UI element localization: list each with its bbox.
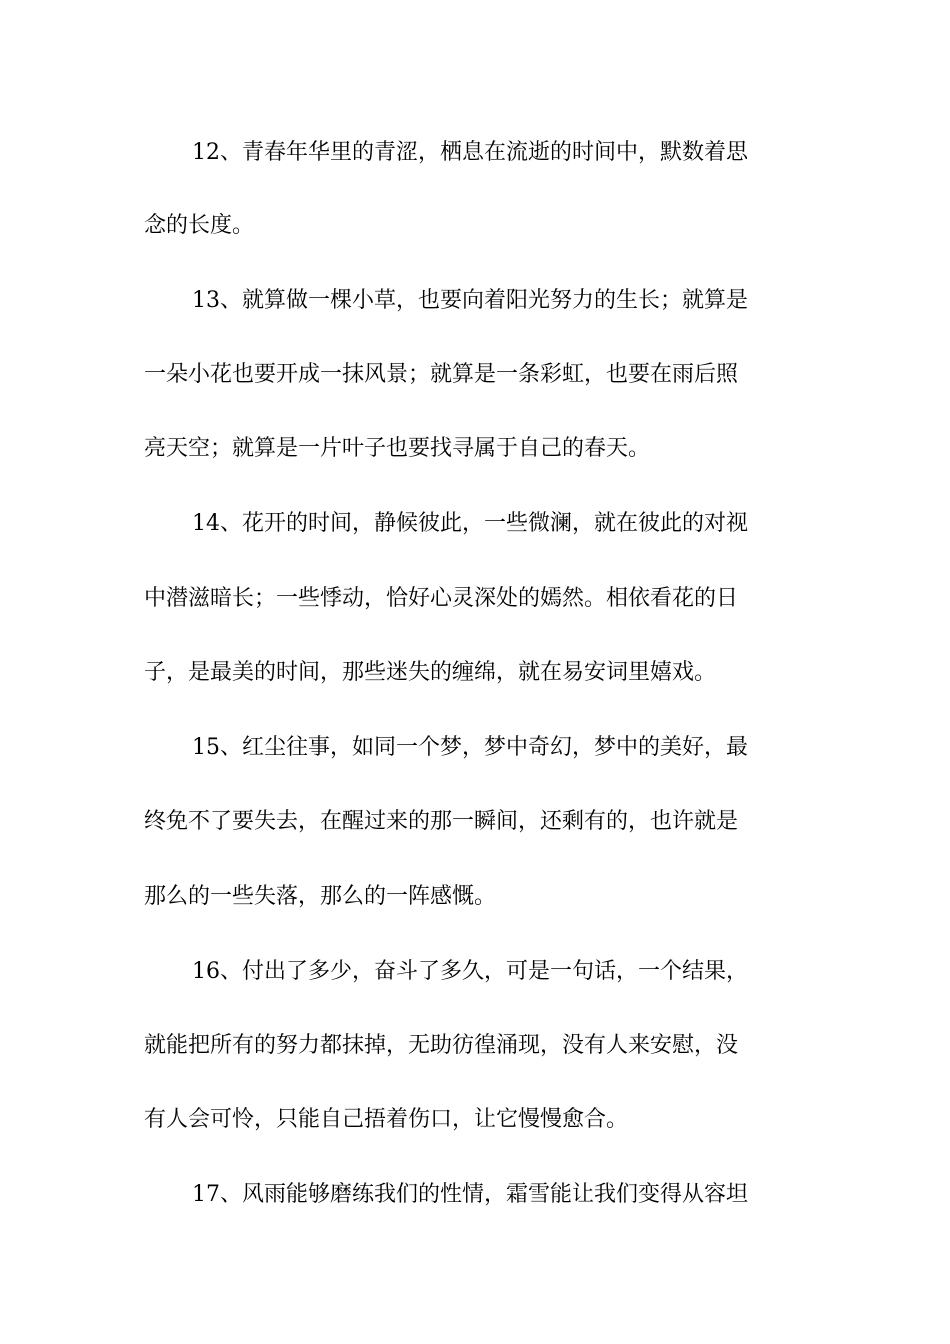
paragraph-16-line-3: 有人会可怜，只能自己捂着伤口，让它慢慢愈合。: [144, 1107, 629, 1132]
paragraph-15-line-2: 终免不了要失去，在醒过来的那一瞬间，还剩有的，也许就是: [144, 809, 739, 834]
paragraph-17-line-1: 17、风雨能够磨练我们的性情，霜雪能让我们变得从容坦: [192, 1182, 748, 1207]
paragraph-14-line-3: 子，是最美的时间，那些迷失的缠绵，就在易安词里嬉戏。: [144, 660, 717, 685]
paragraph-16-line-1: 16、付出了多少，奋斗了多久，可是一句话，一个结果，: [192, 959, 748, 984]
paragraph-13-line-1: 13、就算做一棵小草，也要向着阳光努力的生长；就算是: [192, 288, 748, 313]
paragraph-13-line-3: 亮天空；就算是一片叶子也要找寻属于自己的春天。: [144, 436, 651, 461]
paragraph-16-line-2: 就能把所有的努力都抹掉，无助彷徨涌现，没有人来安慰，没: [144, 1033, 739, 1058]
paragraph-12-line-1: 12、青春年华里的青涩，栖息在流逝的时间中，默数着思: [192, 140, 748, 165]
paragraph-13-line-2: 一朵小花也要开成一抹风景；就算是一条彩虹，也要在雨后照: [144, 362, 739, 387]
paragraph-15-line-1: 15、红尘往事，如同一个梦，梦中奇幻，梦中的美好，最: [192, 735, 748, 760]
paragraph-12-line-2: 念的长度。: [144, 213, 255, 238]
paragraph-15-line-3: 那么的一些失落，那么的一阵感慨。: [144, 884, 497, 909]
paragraph-14-line-1: 14、花开的时间，静候彼此，一些微澜，就在彼此的对视: [192, 511, 748, 536]
paragraph-14-line-2: 中潜滋暗长；一些悸动，恰好心灵深处的嫣然。相依看花的日: [144, 586, 739, 611]
